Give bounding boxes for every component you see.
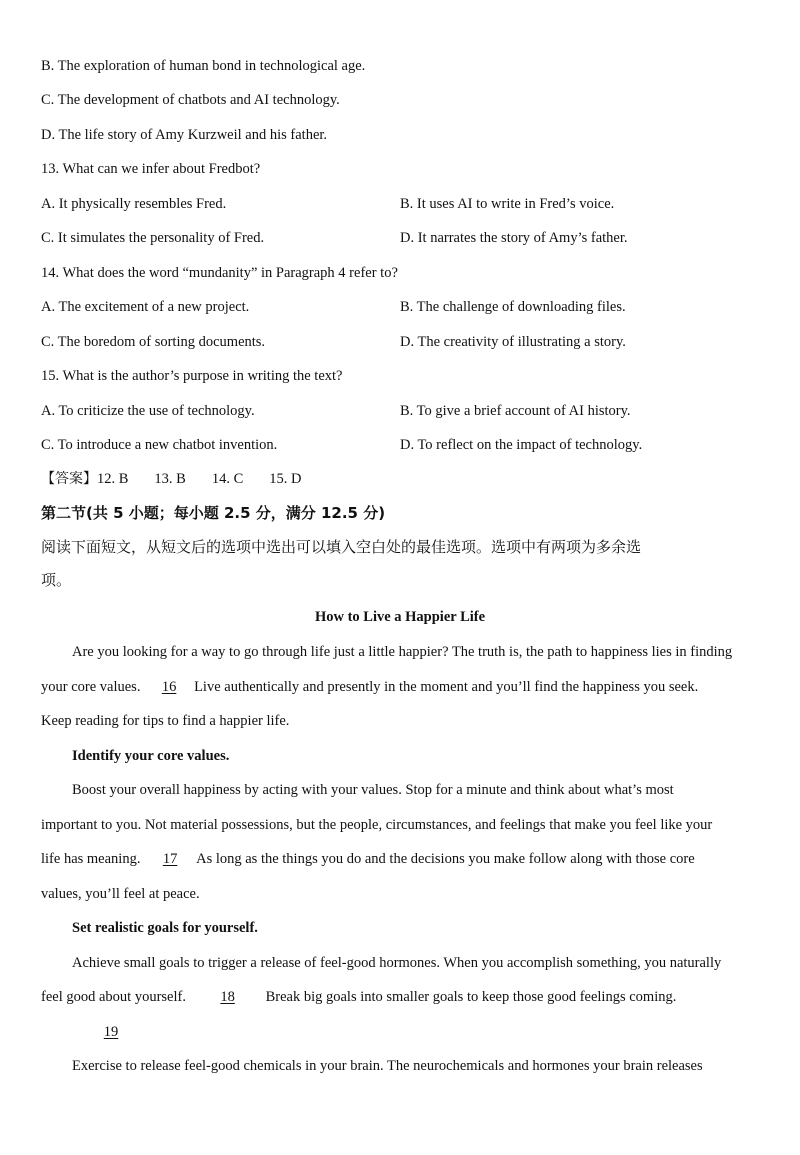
paragraph-1-line-2 [41,678,698,696]
blank-19: 19 [103,1024,119,1040]
q14-option-a: A. The excitement of a new project. [41,299,250,315]
text-segment: Live authentically and presently in the moment and you’ll find the happiness you seek. [194,679,699,695]
paragraph-1-line-3: Keep reading for tips to find a happier life. [41,713,290,729]
q13-option-a: A. It physically resembles Fred. [41,196,227,212]
blank-16: 16 [161,679,177,695]
paragraph-2-line-1: Boost your overall happiness by acting with your values. Stop for a minute and think about what’s most [72,782,674,798]
answer-key [41,470,328,488]
paragraph-1-line-1: Are you looking for a way to go through life just a little happier? The truth is, the path to happiness lies in finding [72,644,733,660]
q15-option-d: D. To reflect on the impact of technology. [400,437,643,453]
q13-option-c: C. It simulates the personality of Fred. [41,230,265,246]
paragraph-2-line-2: important to you. Not material possessions, but the people, circumstances, and feelings that make you feel like your [41,817,713,833]
q13-option-b: B. It uses AI to write in Fred’s voice. [400,196,615,212]
q15-option-b: B. To give a brief account of AI history. [400,403,631,419]
blank-19-line [72,1023,150,1041]
paragraph-2-line-4: values, you’ll feel at peace. [41,886,200,902]
q15-option-c: C. To introduce a new chatbot invention. [41,437,278,453]
blank-17: 17 [162,851,178,867]
paragraph-3-line-2 [41,988,676,1006]
subheading-core-values: Identify your core values. [72,748,230,764]
blank-18: 18 [220,989,235,1005]
answer-13: 13. B [154,471,186,487]
q12-option-d: D. The life story of Amy Kurzweil and his father. [41,127,328,143]
paragraph-4-line-1: Exercise to release feel-good chemicals in your brain. The neurochemicals and hormones your brain releases [72,1058,703,1074]
q15-stem: 15. What is the author’s purpose in writing the text? [41,368,343,384]
paragraph-3-line-1: Achieve small goals to trigger a release of feel-good hormones. When you accomplish something, you naturally [72,955,722,971]
answer-label: 【答案】 [41,471,97,487]
q14-stem: 14. What does the word “mundanity” in Paragraph 4 refer to? [41,265,398,281]
paragraph-2-line-3 [41,850,695,868]
passage-title: How to Live a Happier Life [314,609,486,625]
text-segment: Break big goals into smaller goals to keep those good feelings coming. [265,989,677,1005]
q14-option-b: B. The challenge of downloading files. [400,299,626,315]
q14-option-c: C. The boredom of sorting documents. [41,334,266,350]
section-instruction-line1: 阅读下面短文，从短文后的选项中选出可以填入空白处的最佳选项。选项中有两项为多余选 [41,538,642,556]
answer-14: 14. C [211,471,244,487]
text-segment: As long as the things you do and the decisions you make follow along with those core [196,851,695,867]
text-segment: your core values. [41,679,145,695]
q13-option-d: D. It narrates the story of Amy’s father. [400,230,628,246]
q12-option-c: C. The development of chatbots and AI technology. [41,92,340,108]
q12-option-b: B. The exploration of human bond in technological age. [41,58,366,74]
q14-option-d: D. The creativity of illustrating a story. [400,334,626,350]
text-segment: feel good about yourself. [41,989,190,1005]
text-segment: life has meaning. [41,851,145,867]
q13-stem: 13. What can we infer about Fredbot? [41,161,261,177]
answer-15: 15. D [269,471,302,487]
q15-option-a: A. To criticize the use of technology. [41,403,255,419]
subheading-realistic-goals: Set realistic goals for yourself. [72,920,258,936]
section-instruction-line2: 项。 [41,571,72,589]
section-heading: 第二节(共 5 小题；每小题 2.5 分，满分 12.5 分) [41,504,386,522]
answer-12: 12. B [97,471,129,487]
